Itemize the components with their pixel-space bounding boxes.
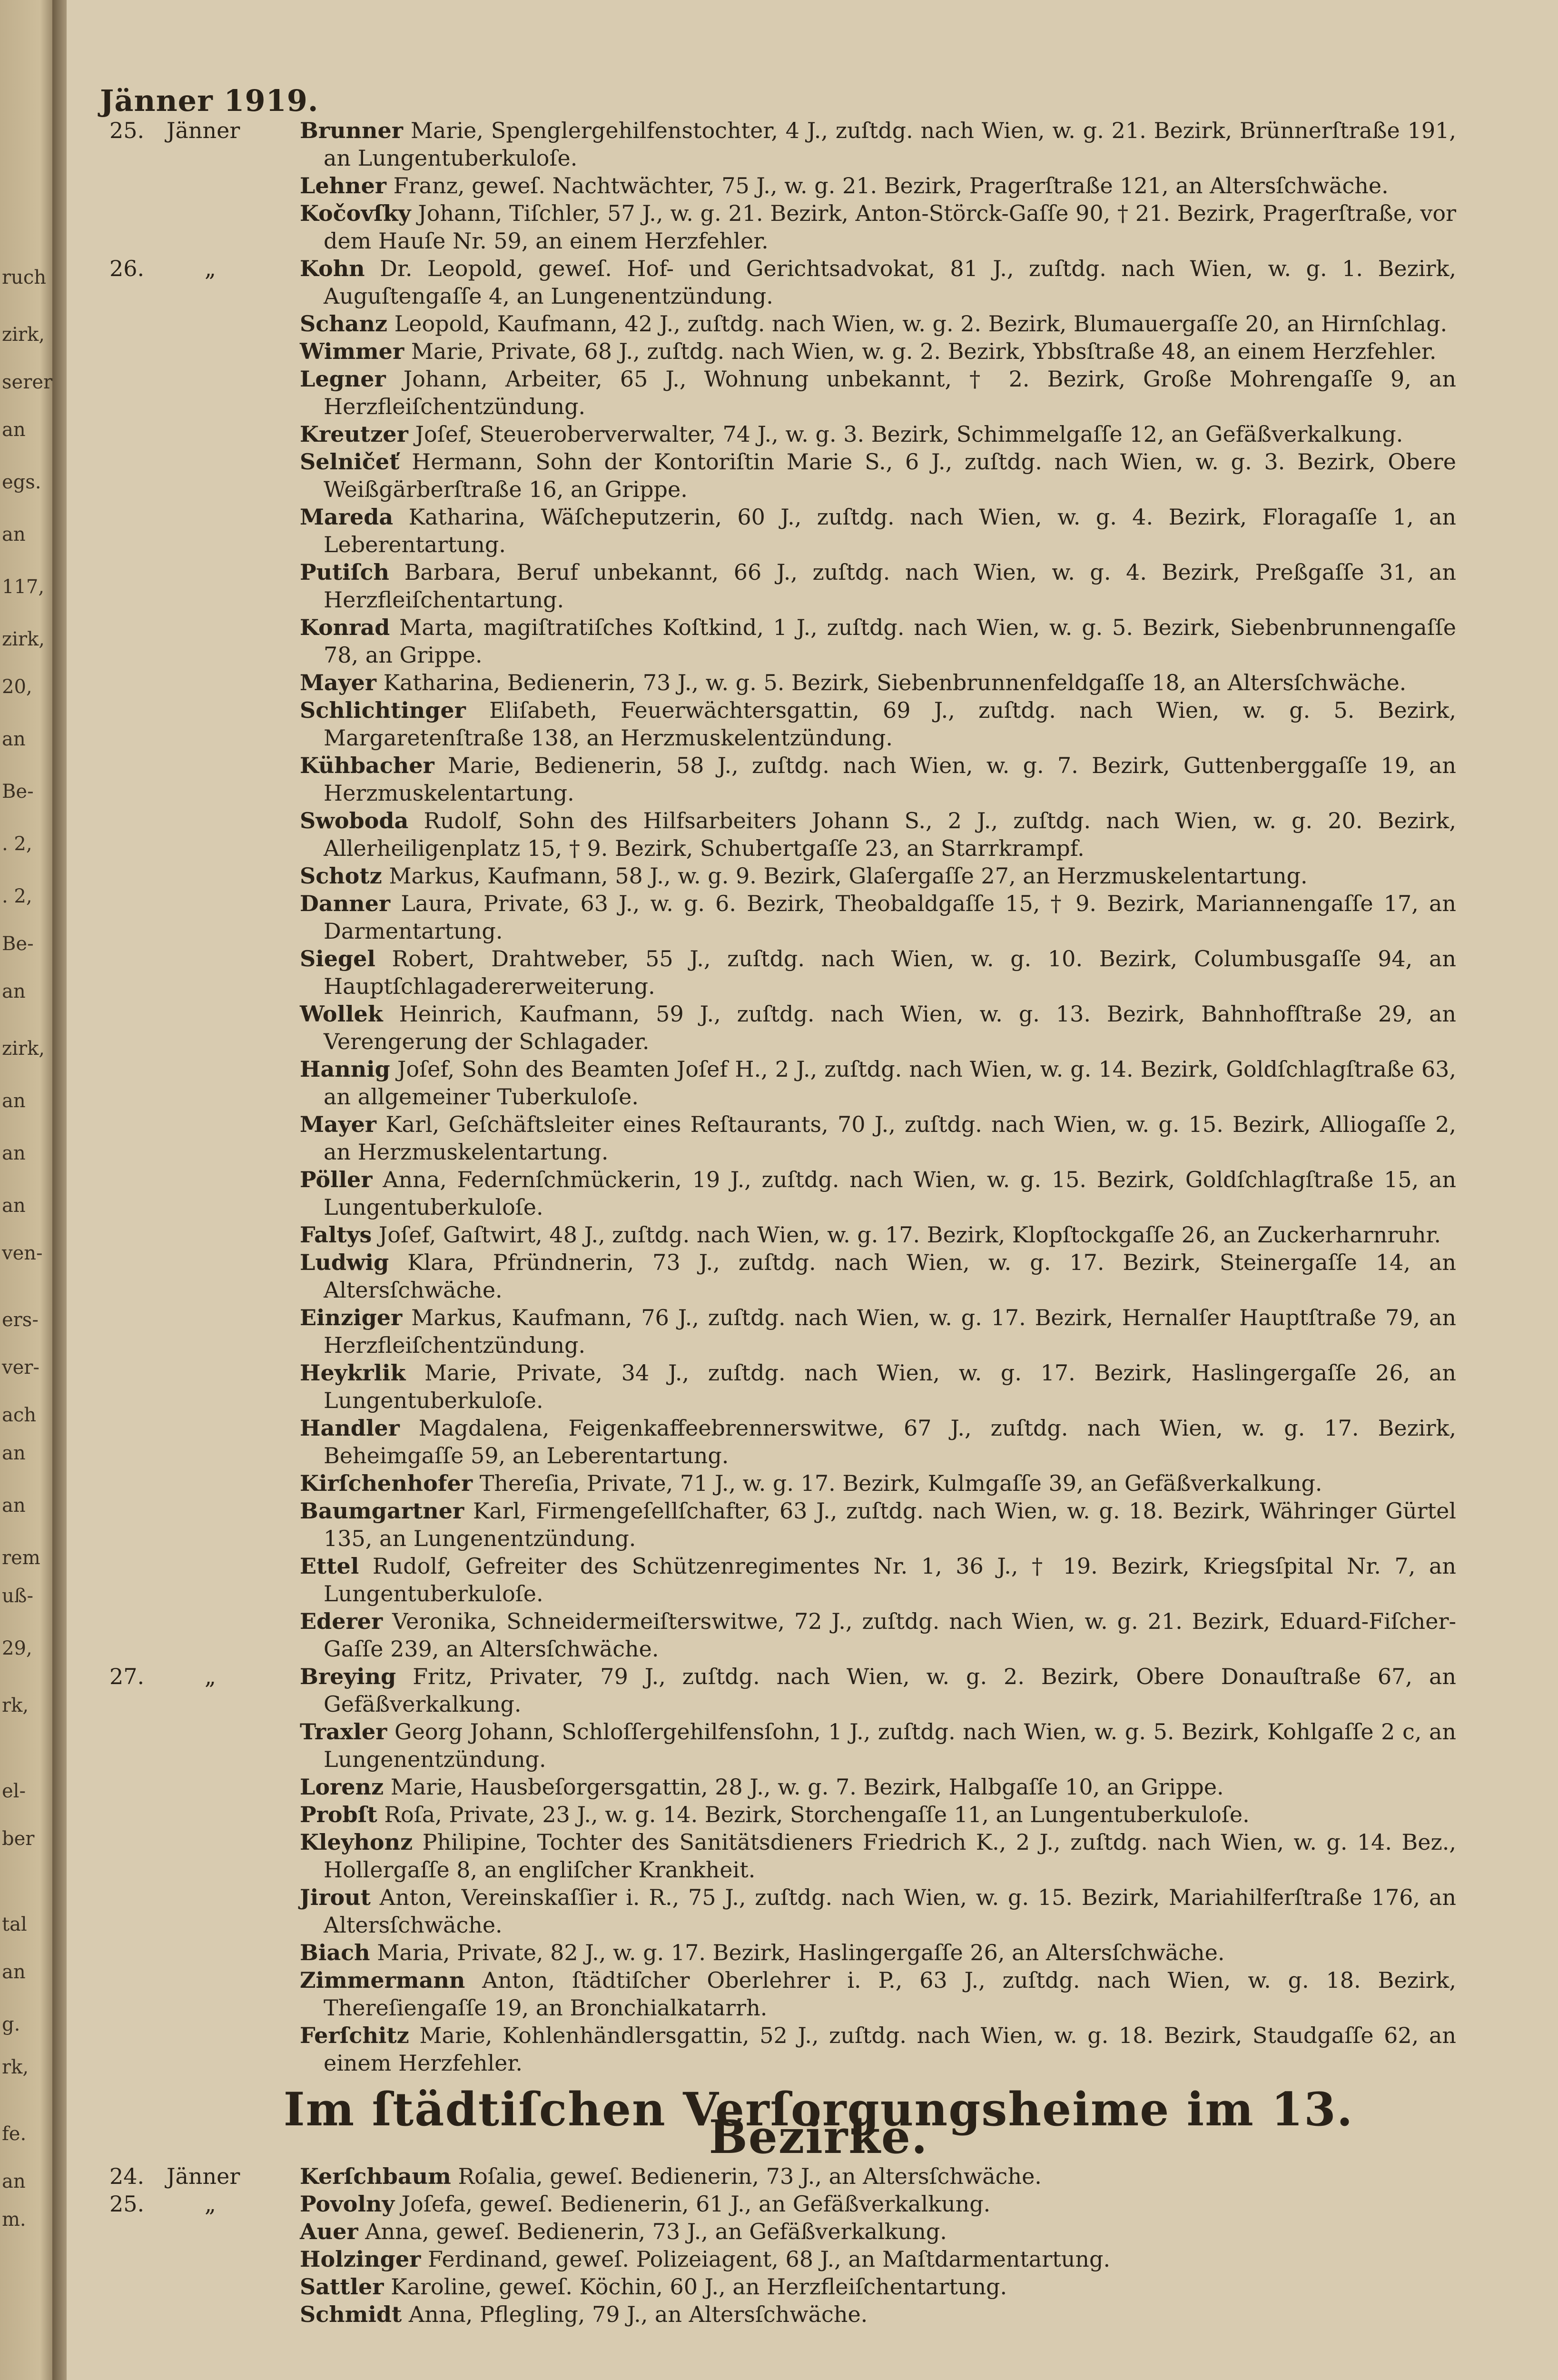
entry-surname: Schanz	[300, 311, 388, 337]
entry-details: Leopold, Kaufmann, 42 J., zuſtdg. nach Wien, w. g. 2. Bezirk, Blumauergaſſe 20, an Hirnſchlag.	[394, 311, 1448, 337]
entry-month: Jänner	[167, 118, 240, 143]
entry-surname: Biach	[300, 1940, 370, 1965]
register-entry	[86, 1249, 1456, 1304]
left-margin-fragment: Be-	[2, 781, 34, 803]
entry-surname: Lorenz	[300, 1774, 384, 1800]
entry-details: Joſefa, geweſ. Bedienerin, 61 J., an Gefäßverkalkung.	[401, 2191, 991, 2217]
entry-surname: Faltys	[300, 1222, 372, 1248]
register-entry	[86, 1497, 1456, 1552]
register-entry	[86, 448, 1456, 503]
entry-surname: Konrad	[300, 615, 390, 640]
register-entry	[86, 1055, 1456, 1111]
register-entry	[86, 558, 1456, 614]
entry-details: Magdalena, Feigenkaffeebrennerswitwe, 67 J., zuſtdg. nach Wien, w. g. 17. Bezirk, Beheimgaſſe 59, an Leberentartung.	[324, 1415, 1457, 1468]
entry-details: Joſef, Steueroberverwalter, 74 J., w. g. 3. Bezirk, Schimmelgaſſe 12, an Gefäßverkalkung.	[415, 421, 1403, 447]
entry-date: 26.	[109, 256, 145, 281]
entry-surname: Mayer	[300, 1111, 376, 1137]
register-entry	[86, 1221, 1456, 1249]
left-margin-fragment: serer	[2, 371, 53, 393]
left-margin-fragment: an	[2, 728, 26, 750]
entry-details: Rudolf, Gefreiter des Schützenregimentes Nr. 1, 36 J., † 19. Bezirk, Kriegsſpital Nr. 7, an Lungentuberkuloſe.	[324, 1553, 1456, 1606]
entry-surname: Zimmermann	[300, 1967, 465, 1993]
entry-details: Robert, Drahtweber, 55 J., zuſtdg. nach Wien, w. g. 10. Bezirk, Columbusgaſſe 94, an Hauptſchlagadererweiterung.	[324, 946, 1457, 999]
entry-surname: Kočovſky	[300, 200, 411, 226]
left-margin-fragment: an	[2, 1142, 26, 1164]
register-entry	[86, 2022, 1456, 2077]
entry-details: Veronika, Schneidermeiſterswitwe, 72 J., zuſtdg. nach Wien, w. g. 21. Bezirk, Eduard-Fiſcher-Gaſſe 239, an Altersſchwäche.	[324, 1608, 1457, 1662]
entry-details: Ferdinand, geweſ. Polizeiagent, 68 J., an Maſtdarmentartung.	[427, 2246, 1111, 2272]
page-content	[86, 0, 1466, 2380]
entry-details: Marie, Bedienerin, 58 J., zuſtdg. nach Wien, w. g. 7. Bezirk, Guttenberggaſſe 19, an Herzmuskelentartung.	[324, 753, 1456, 806]
left-margin-fragment: an	[2, 1090, 26, 1112]
entry-surname: Ettel	[300, 1553, 359, 1579]
register-entry	[86, 2273, 1456, 2301]
left-margin-fragment: an	[2, 1195, 26, 1217]
entry-month: Jänner	[167, 2163, 240, 2189]
register-entry	[86, 1773, 1456, 1801]
register-entry	[86, 255, 1456, 310]
register-entry	[86, 1828, 1456, 1884]
entry-surname: Swoboda	[300, 808, 409, 833]
entry-surname: Heykrlik	[300, 1360, 406, 1386]
register-entry	[86, 890, 1456, 945]
entry-surname: Kühbacher	[300, 753, 434, 778]
register-entry	[86, 1966, 1456, 2022]
entry-details: Anna, geweſ. Bedienerin, 73 J., an Gefäßverkalkung.	[365, 2219, 947, 2244]
left-margin-fragment: ven-	[2, 1242, 43, 1264]
entry-surname: Ederer	[300, 1608, 383, 1634]
entry-month: „	[205, 2191, 216, 2217]
left-margin-fragment: zirk,	[2, 628, 45, 650]
register-entry	[86, 199, 1456, 255]
entry-surname: Kohn	[300, 256, 365, 281]
entry-surname: Povolny	[300, 2191, 395, 2217]
entry-date: 25.	[109, 2191, 145, 2217]
register-entry	[86, 2162, 1456, 2190]
entry-surname: Einziger	[300, 1305, 403, 1330]
entry-surname: Siegel	[300, 946, 375, 972]
entry-surname: Probſt	[300, 1802, 377, 1827]
register-entry	[86, 2218, 1456, 2245]
left-page-edge	[0, 0, 57, 2380]
register-entry	[86, 117, 1456, 172]
left-margin-fragment: fe.	[2, 2123, 27, 2145]
register-entry	[86, 1607, 1456, 1663]
register-entry	[86, 752, 1456, 807]
entry-surname: Handler	[300, 1415, 400, 1441]
entry-details: Markus, Kaufmann, 76 J., zuſtdg. nach Wien, w. g. 17. Bezirk, Hernalſer Hauptſtraße 79, an Herzfleiſchentzündung.	[324, 1305, 1456, 1358]
register-entry	[86, 365, 1456, 420]
left-margin-fragment: an	[2, 1495, 26, 1517]
register-entry	[86, 862, 1456, 890]
register-entry	[86, 696, 1456, 752]
left-margin-fragment: an	[2, 524, 26, 545]
entry-details: Hermann, Sohn der Kontoriſtin Marie S., 6 J., zuſtdg. nach Wien, w. g. 3. Bezirk, Obere Weißgärberſtraße 16, an Grippe.	[324, 449, 1456, 502]
entry-details: Roſa, Private, 23 J., w. g. 14. Bezirk, Storchengaſſe 11, an Lungentuberkuloſe.	[384, 1802, 1250, 1827]
entry-date: 25.	[109, 118, 145, 143]
entry-details: Anna, Pflegling, 79 J., an Altersſchwäche.	[408, 2301, 868, 2327]
entry-details: Johann, Arbeiter, 65 J., Wohnung unbekannt, † 2. Bezirk, Große Mohrengaſſe 9, an Herzfleiſchentzündung.	[324, 366, 1456, 419]
entry-details: Laura, Private, 63 J., w. g. 6. Bezirk, Theobaldgaſſe 15, † 9. Bezirk, Mariannengaſſe 17, an Darmentartung.	[324, 891, 1457, 944]
left-margin-fragment: g.	[2, 2013, 20, 2035]
entry-details: Karoline, geweſ. Köchin, 60 J., an Herzfleiſchentartung.	[391, 2274, 1007, 2300]
register-entry	[86, 1111, 1456, 1166]
left-margin-fragment: . 2,	[2, 885, 32, 907]
entry-details: Katharina, Bedienerin, 73 J., w. g. 5. Bezirk, Siebenbrunnenfeldgaſſe 18, an Altersſchwäche.	[383, 670, 1407, 695]
left-margin-fragment: ver-	[2, 1357, 39, 1378]
left-margin-fragment: rk,	[2, 2056, 29, 2078]
entry-surname: Putiſch	[300, 559, 389, 585]
register-entry	[86, 1469, 1456, 1497]
entry-details: Thereſia, Private, 71 J., w. g. 17. Bezirk, Kulmgaſſe 39, an Gefäßverkalkung.	[479, 1470, 1322, 1496]
entry-surname: Breying	[300, 1664, 396, 1689]
entry-surname: Jirout	[300, 1884, 371, 1910]
entry-surname: Schlichtinger	[300, 697, 466, 723]
entry-surname: Schotz	[300, 863, 382, 889]
entry-details: Marie, Private, 34 J., zuſtdg. nach Wien, w. g. 17. Bezirk, Haslingergaſſe 26, an Lungentuberkuloſe.	[324, 1360, 1457, 1413]
entry-month: „	[205, 1664, 216, 1689]
register-entry	[86, 1552, 1456, 1607]
register-entry	[86, 807, 1456, 862]
register-entry	[86, 1166, 1456, 1221]
left-margin-fragment: Be-	[2, 933, 34, 955]
left-margin-fragment: 117,	[2, 576, 45, 598]
entry-surname: Baumgartner	[300, 1498, 464, 1524]
entry-details: Karl, Geſchäftsleiter eines Reſtaurants, 70 J., zuſtdg. nach Wien, w. g. 15. Bezirk, Alliogaſſe 2, an Herzmuskelentartung.	[324, 1111, 1456, 1165]
entry-details: Dr. Leopold, geweſ. Hof- und Gerichtsadvokat, 81 J., zuſtdg. nach Wien, w. g. 1. Bezirk, Auguſtengaſſe 4, an Lungenentzündung.	[324, 256, 1457, 309]
right-page	[67, 0, 1558, 2380]
left-margin-fragment: an	[2, 419, 26, 441]
left-margin-fragment: tal	[2, 1914, 27, 1935]
entry-details: Georg Johann, Schloſſergehilfensſohn, 1 J., zuſtdg. nach Wien, w. g. 5. Bezirk, Kohlgaſſe 2 c, an Lungenentzündung.	[324, 1719, 1456, 1772]
entry-surname: Kirſchenhofer	[300, 1470, 473, 1496]
left-margin-fragment: m.	[2, 2209, 26, 2231]
register-entry	[86, 2190, 1456, 2218]
register-entry	[86, 310, 1456, 337]
left-margin-fragment: egs.	[2, 471, 41, 493]
left-margin-fragment: ers-	[2, 1309, 39, 1331]
section-title: Im ſtädtiſchen Verſorgungsheime im 13. Bezirke.	[283, 2082, 1354, 2164]
entry-details: Maria, Private, 82 J., w. g. 17. Bezirk, Haslingergaſſe 26, an Altersſchwäche.	[377, 1940, 1225, 1965]
entry-surname: Holzinger	[300, 2246, 421, 2272]
entry-details: Anton, Vereinskaſſier i. R., 75 J., zuſtdg. nach Wien, w. g. 15. Bezirk, Mariahilferſtraße 176, an Altersſchwäche.	[324, 1884, 1456, 1938]
entry-surname: Lehner	[300, 173, 387, 198]
entry-details: Marie, Kohlenhändlersgattin, 52 J., zuſtdg. nach Wien, w. g. 18. Bezirk, Staudgaſſe 62, an einem Herzfehler.	[324, 2023, 1456, 2076]
entry-details: Katharina, Wäſcheputzerin, 60 J., zuſtdg. nach Wien, w. g. 4. Bezirk, Floragaſſe 1, an Leberentartung.	[324, 504, 1457, 557]
register-entry	[86, 945, 1456, 1000]
entry-surname: Legner	[300, 366, 386, 392]
entry-surname: Schmidt	[300, 2301, 402, 2327]
entry-details: Joſef, Gaſtwirt, 48 J., zuſtdg. nach Wien, w. g. 17. Bezirk, Klopſtockgaſſe 26, an Zuckerharnruhr.	[378, 1222, 1441, 1248]
entry-details: Heinrich, Kaufmann, 59 J., zuſtdg. nach Wien, w. g. 13. Bezirk, Bahnhofſtraße 29, an Verengerung der Schlagader.	[324, 1001, 1456, 1054]
entry-details: Roſalia, geweſ. Bedienerin, 73 J., an Altersſchwäche.	[458, 2163, 1042, 2189]
entry-surname: Selničeť	[300, 449, 400, 475]
register-entry	[86, 1000, 1456, 1055]
entry-details: Markus, Kaufmann, 58 J., w. g. 9. Bezirk, Glaſergaſſe 27, an Herzmuskelentartung.	[389, 863, 1308, 889]
left-margin-fragment: uß-	[2, 1585, 33, 1607]
entry-surname: Sattler	[300, 2274, 384, 2300]
register-entry	[86, 1414, 1456, 1469]
left-margin-fragment: rk,	[2, 1695, 29, 1716]
register-entry	[86, 337, 1456, 365]
entry-surname: Wollek	[300, 1001, 383, 1027]
entry-surname: Auer	[300, 2219, 358, 2244]
book-gutter	[52, 0, 67, 2380]
register-entry	[86, 614, 1456, 669]
entry-surname: Ludwig	[300, 1250, 389, 1275]
register-entry	[86, 172, 1456, 199]
entry-surname: Pöller	[300, 1167, 373, 1192]
entry-surname: Traxler	[300, 1719, 387, 1745]
entry-date: 27.	[109, 1664, 145, 1689]
entry-surname: Mayer	[300, 670, 376, 695]
register-entry	[86, 1884, 1456, 1939]
entry-details: Karl, Firmengeſellſchafter, 63 J., zuſtdg. nach Wien, w. g. 18. Bezirk, Währinger Gürtel 135, an Lungenentzündung.	[324, 1498, 1456, 1551]
left-margin-fragment: an	[2, 1961, 26, 1983]
left-margin-fragment: 29,	[2, 1637, 32, 1659]
entry-month: „	[205, 256, 216, 281]
left-margin-fragment: an	[2, 1442, 26, 1464]
entry-surname: Kerſchbaum	[300, 2163, 451, 2189]
entry-details: Marie, Private, 68 J., zuſtdg. nach Wien, w. g. 2. Bezirk, Ybbsſtraße 48, an einem Herzfehler.	[411, 338, 1437, 364]
entry-surname: Kreutzer	[300, 421, 408, 447]
entry-details: Franz, geweſ. Nachtwächter, 75 J., w. g. 21. Bezirk, Pragerſtraße 121, an Altersſchwäche.	[393, 173, 1389, 198]
register-entry	[86, 503, 1456, 558]
entry-surname: Kleyhonz	[300, 1829, 413, 1855]
entry-surname: Brunner	[300, 118, 403, 143]
entry-details: Anton, ſtädtiſcher Oberlehrer i. P., 63 J., zuſtdg. nach Wien, w. g. 18. Bezirk, Thereſiengaſſe 19, an Bronchialkatarrh.	[324, 1967, 1456, 2021]
left-margin-fragment: zirk,	[2, 324, 45, 346]
left-margin-fragment: an	[2, 981, 26, 1002]
left-margin-fragment: zirk,	[2, 1038, 45, 1060]
entry-details: Marie, Hausbeſorgersgattin, 28 J., w. g. 7. Bezirk, Halbgaſſe 10, an Grippe.	[390, 1774, 1224, 1800]
register-entry	[86, 1939, 1456, 1966]
entry-surname: Danner	[300, 891, 391, 916]
left-margin-fragment: ach	[2, 1404, 37, 1426]
left-margin-fragment: 20,	[2, 676, 32, 698]
page-header: Jänner 1919.	[100, 83, 319, 118]
entry-details: Fritz, Privater, 79 J., zuſtdg. nach Wien, w. g. 2. Bezirk, Obere Donauſtraße 67, an Gefäßverkalkung.	[324, 1664, 1456, 1717]
register-entry	[86, 1359, 1456, 1414]
entry-surname: Mareda	[300, 504, 394, 530]
entry-details: Klara, Pfründnerin, 73 J., zuſtdg. nach Wien, w. g. 17. Bezirk, Steinergaſſe 14, an Altersſchwäche.	[324, 1250, 1457, 1303]
left-margin-fragment: . 2,	[2, 833, 32, 855]
entry-details: Rudolf, Sohn des Hilfsarbeiters Johann S., 2 J., zuſtdg. nach Wien, w. g. 20. Bezirk, Allerheiligenplatz 15, † 9. Bezirk, Schubertgaſſe 23, an Starrkrampf.	[324, 808, 1456, 861]
register-entry	[86, 1663, 1456, 1718]
entry-details: Barbara, Beruf unbekannt, 66 J., zuſtdg. nach Wien, w. g. 4. Bezirk, Preßgaſſe 31, an Herzfleiſchentartung.	[324, 559, 1456, 613]
register-entry	[86, 1304, 1456, 1359]
register-entry	[86, 420, 1456, 448]
left-margin-fragment: rem	[2, 1547, 40, 1569]
register-entry	[86, 1718, 1456, 1773]
entry-details: Joſef, Sohn des Beamten Joſef H., 2 J., zuſtdg. nach Wien, w. g. 14. Bezirk, Goldſchlagſtraße 63, an allgemeiner Tuberkuloſe.	[324, 1056, 1456, 1110]
entry-surname: Ferſchitz	[300, 2023, 409, 2048]
register-entry	[86, 1801, 1456, 1828]
register-entry	[86, 669, 1456, 696]
entry-details: Marie, Spenglergehilfenstochter, 4 J., zuſtdg. nach Wien, w. g. 21. Bezirk, Brünnerſtraße 191, an Lungentuberkuloſe.	[324, 118, 1457, 171]
entry-details: Anna, Federnſchmückerin, 19 J., zuſtdg. nach Wien, w. g. 15. Bezirk, Goldſchlagſtraße 15, an Lungentuberkuloſe.	[324, 1167, 1457, 1220]
section2-entries	[86, 2162, 1456, 2328]
entry-details: Johann, Tiſchler, 57 J., w. g. 21. Bezirk, Anton-Störck-Gaſſe 90, † 21. Bezirk, Pragerſtraße, vor dem Hauſe Nr. 59, an einem Herzfehler.	[324, 200, 1457, 254]
entry-details: Eliſabeth, Feuerwächtersgattin, 69 J., zuſtdg. nach Wien, w. g. 5. Bezirk, Margaretenſtraße 138, an Herzmuskelentzündung.	[324, 697, 1456, 751]
left-margin-fragment: an	[2, 2171, 26, 2192]
entries-list	[86, 117, 1456, 2328]
entry-date: 24.	[109, 2163, 145, 2189]
entry-surname: Wimmer	[300, 338, 404, 364]
register-entry	[86, 2301, 1456, 2328]
entry-details: Philipine, Tochter des Sanitätsdieners Friedrich K., 2 J., zuſtdg. nach Wien, w. g. 14. Bez., Hollergaſſe 8, an engliſcher Krankheit.	[324, 1829, 1457, 1883]
left-margin-fragment: ber	[2, 1828, 35, 1850]
left-margin-fragment: el-	[2, 1780, 26, 1802]
register-entry	[86, 2245, 1456, 2273]
left-margin-fragment: ruch	[2, 267, 47, 288]
entry-details: Marta, magiſtratiſches Koſtkind, 1 J., zuſtdg. nach Wien, w. g. 5. Bezirk, Siebenbrunnengaſſe 78, an Grippe.	[324, 615, 1456, 668]
entry-surname: Hannig	[300, 1056, 390, 1082]
